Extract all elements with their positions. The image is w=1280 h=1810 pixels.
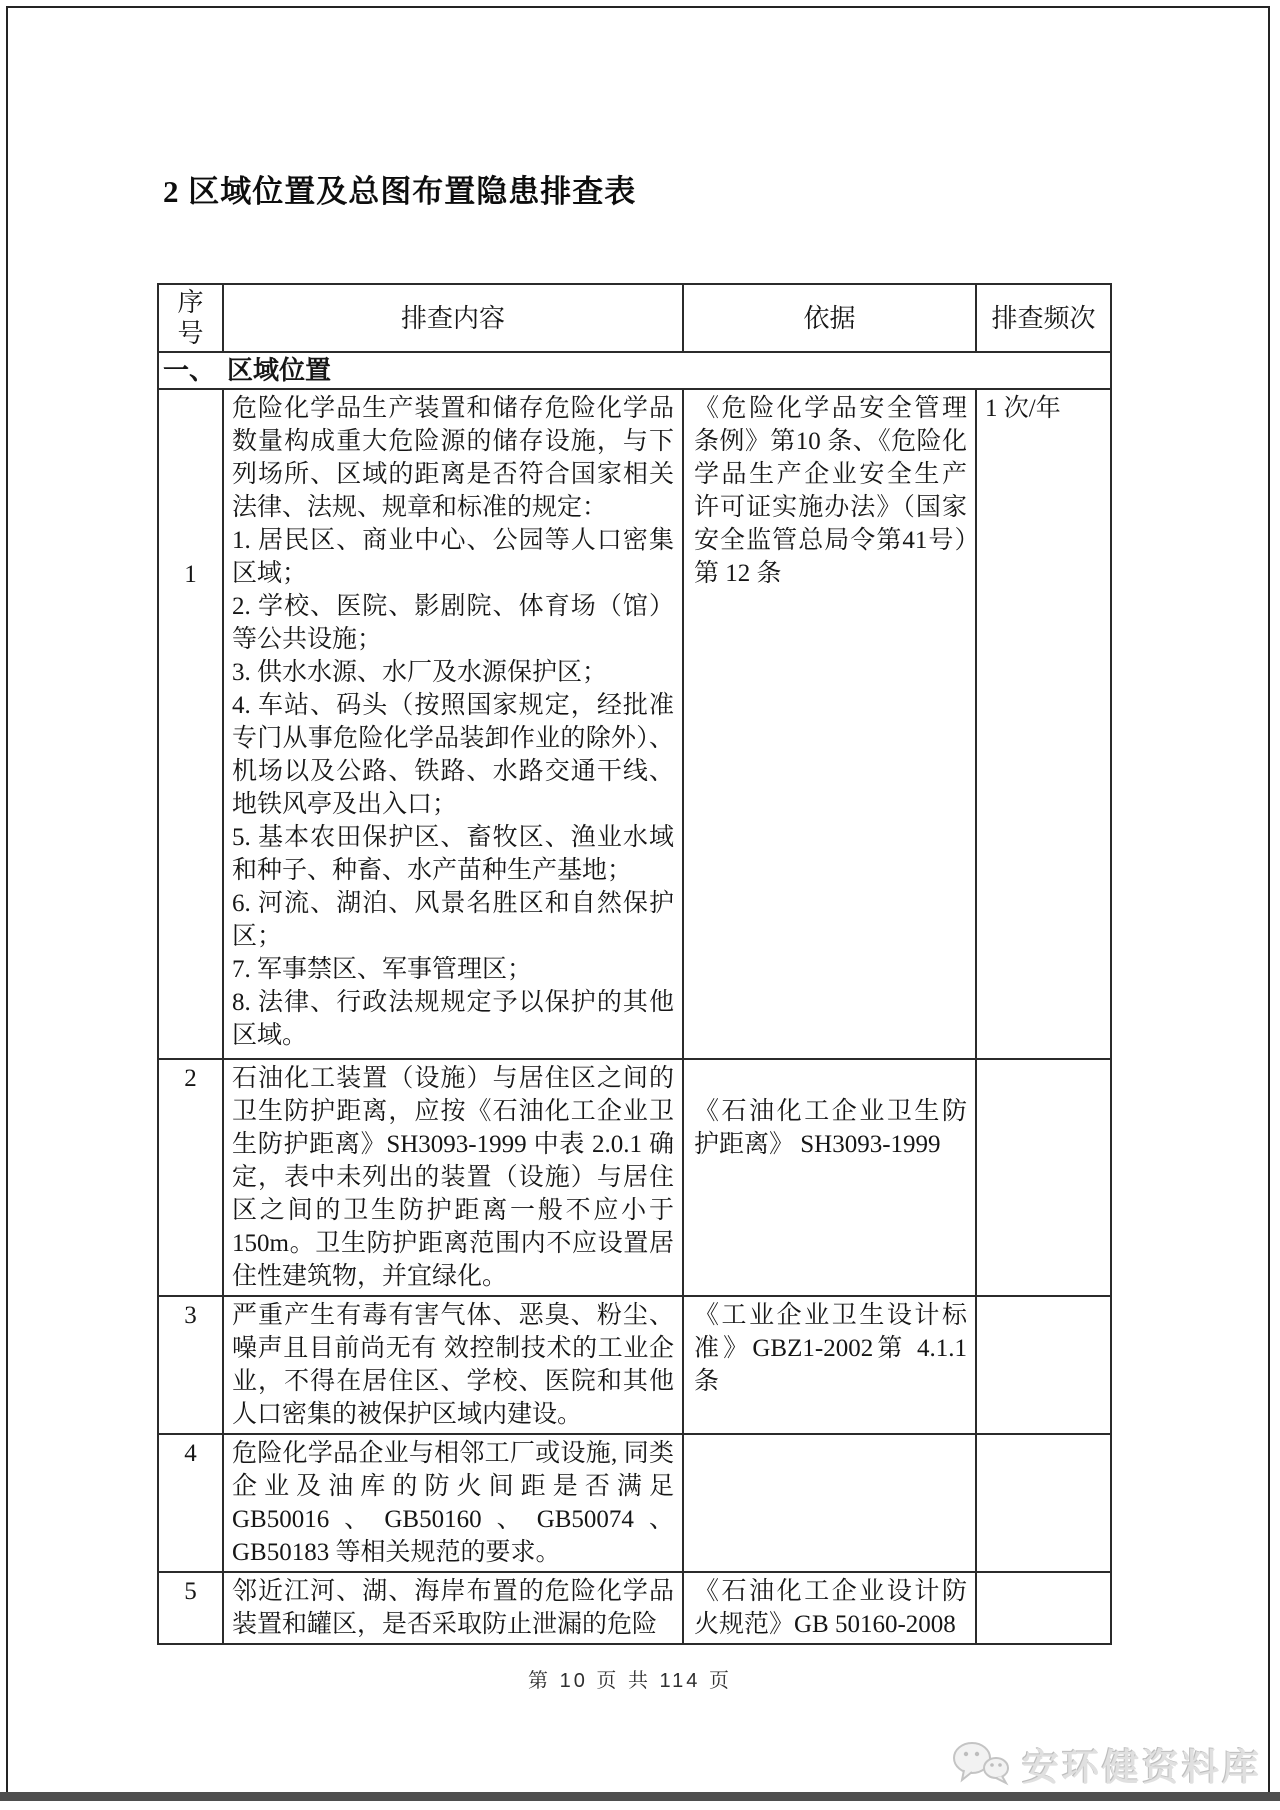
basis-paragraph: 《工业企业卫生设计标准》GBZ1-2002第 4.1.1 条 bbox=[694, 1302, 967, 1395]
table-row bbox=[158, 1434, 1111, 1572]
row-frequency: 1 次/年 bbox=[976, 389, 1111, 1059]
content-paragraph: 1. 居民区、商业中心、公园等人口密集区域； bbox=[232, 527, 674, 587]
basis-paragraph: 《石油化工企业卫生防护距离》 SH3093-1999 bbox=[694, 1098, 967, 1158]
row-number: 1 bbox=[158, 389, 223, 1059]
content-paragraph: 6. 河流、湖泊、风景名胜区和自然保护区； bbox=[232, 890, 674, 950]
header-basis: 依据 bbox=[683, 284, 976, 352]
row-frequency bbox=[976, 1059, 1111, 1296]
header-no: 序号 bbox=[158, 284, 223, 352]
content-paragraph: 危险化学品生产装置和储存危险化学品数量构成重大危险源的储存设施，与下列场所、区域的距离是否符合国家相关法律、法规、规章和标准的规定： bbox=[232, 395, 674, 521]
content-paragraph: 7. 军事禁区、军事管理区； bbox=[232, 956, 533, 983]
page-title: 2 区域位置及总图布置隐患排查表 bbox=[163, 174, 637, 209]
table-row bbox=[158, 1296, 1111, 1434]
row-basis bbox=[683, 389, 976, 1059]
section-label: 区域位置 bbox=[227, 355, 332, 385]
content-paragraph: 4. 车站、码头（按照国家规定，经批准专门从事危险化学品装卸作业的除外）、机场以及公路、铁路、水路交通干线、地铁风亭及出入口； bbox=[232, 692, 674, 818]
page-number: 第 10 页 共 114 页 bbox=[528, 1670, 732, 1692]
table-header-row bbox=[158, 284, 1111, 352]
content-paragraph: 5. 基本农田保护区、畜牧区、渔业水域和种子、种畜、水产苗种生产基地； bbox=[232, 824, 674, 884]
header-frequency: 排查频次 bbox=[976, 284, 1111, 352]
watermark-text: 安环健资料库 bbox=[1022, 1747, 1262, 1788]
row-number: 4 bbox=[158, 1434, 223, 1572]
table-row bbox=[158, 389, 1111, 1059]
page-bottom-edge bbox=[0, 1792, 1280, 1801]
section-number: 一、 bbox=[163, 355, 216, 385]
content-paragraph: 严重产生有毒有害气体、恶臭、粉尘、噪声且目前尚无有 效控制技术的工业企业，不得在居住区、学校、医院和其他人口密集的被保护区域内建设。 bbox=[232, 1302, 674, 1428]
inspection-table bbox=[157, 283, 1112, 1645]
row-basis bbox=[683, 1572, 976, 1644]
watermark bbox=[950, 1736, 1262, 1792]
row-content bbox=[223, 1059, 683, 1296]
table-row bbox=[158, 1572, 1111, 1644]
row-number: 3 bbox=[158, 1296, 223, 1434]
row-number: 5 bbox=[158, 1572, 223, 1644]
section-title bbox=[158, 352, 1111, 389]
content-paragraph: 3. 供水水源、水厂及水源保护区； bbox=[232, 659, 608, 686]
content-paragraph: 石油化工装置（设施）与居住区之间的卫生防护距离，应按《石油化工企业卫生防护距离》SH3093-1999 中表 2.0.1 确定，表中未列出的装置（设施）与居住区之间的卫生防护距离一般不应小于 150m。卫生防护距离范围内不应设置居住性建筑物，并宜绿化。 bbox=[232, 1065, 674, 1290]
row-frequency bbox=[976, 1434, 1111, 1572]
header-content: 排查内容 bbox=[223, 284, 683, 352]
row-basis bbox=[683, 1296, 976, 1434]
content-paragraph: 8. 法律、行政法规规定予以保护的其他区域。 bbox=[232, 989, 674, 1049]
section-row bbox=[158, 352, 1111, 389]
table-row bbox=[158, 1059, 1111, 1296]
row-frequency bbox=[976, 1572, 1111, 1644]
content-paragraph: 危险化学品企业与相邻工厂或设施, 同类企业及油库的防火间距是否满足 GB50016、GB50160、GB50074、GB50183 等相关规范的要求。 bbox=[232, 1440, 674, 1566]
row-content bbox=[223, 1296, 683, 1434]
content-paragraph: 2. 学校、医院、影剧院、体育场（馆）等公共设施； bbox=[232, 593, 674, 653]
row-content bbox=[223, 1434, 683, 1572]
row-basis bbox=[683, 1434, 976, 1572]
basis-paragraph: 《危险化学品安全管理条例》第10 条、《危险化学品生产企业安全生产许可证实施办法》（国家安全监管总局令第41号）第 12 条 bbox=[694, 395, 967, 587]
content-paragraph: 邻近江河、湖、海岸布置的危险化学品装置和罐区，是否采取防止泄漏的危险 bbox=[232, 1578, 674, 1638]
row-content bbox=[223, 1572, 683, 1644]
row-basis bbox=[683, 1059, 976, 1296]
row-content bbox=[223, 389, 683, 1059]
wechat-icon bbox=[950, 1738, 1012, 1790]
basis-paragraph: 《石油化工企业设计防火规范》GB 50160-2008 bbox=[694, 1578, 967, 1638]
row-frequency bbox=[976, 1296, 1111, 1434]
row-number: 2 bbox=[158, 1059, 223, 1296]
